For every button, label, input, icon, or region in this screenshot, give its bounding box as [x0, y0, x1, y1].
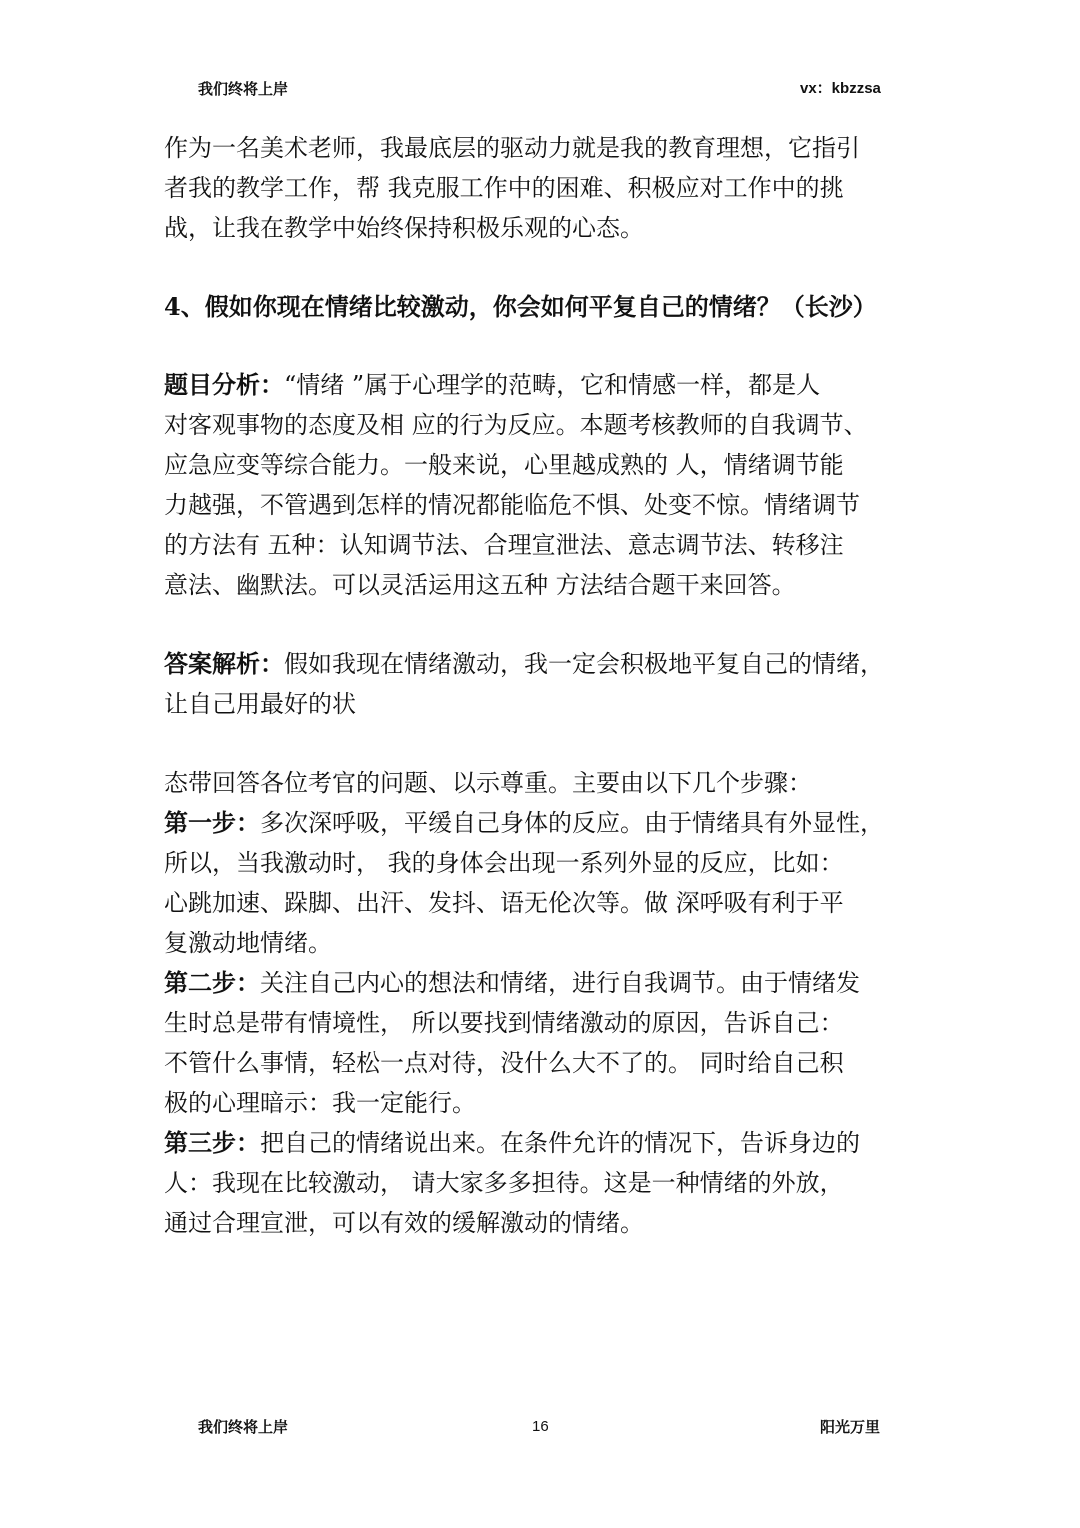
paragraph-line: 战，让我在教学中始终保持积极乐观的心态。	[164, 214, 644, 242]
analysis-first-line	[164, 368, 820, 402]
footer-left-text: 我们终将上岸	[198, 1418, 289, 1436]
step-first-line	[164, 1126, 860, 1160]
header-left-text: 我们终将上岸	[198, 80, 289, 98]
analysis-line: 意法、幽默法。可以灵活运用这五种 方法结合题干来回答。	[164, 571, 796, 599]
step-first-text: 把自己的情绪说出来。在条件允许的情况下，告诉身边的	[260, 1129, 860, 1157]
header-right-text: vx：kbzzsa	[800, 80, 881, 97]
paragraph-line: 作为一名美术老师，我最底层的驱动力就是我的教育理想，它指引	[164, 134, 860, 162]
footer-right-text: 阳光万里	[820, 1418, 881, 1436]
analysis-label: 题目分析：	[164, 370, 284, 399]
step-line: 不管什么事情，轻松一点对待，没什么大不了的。 同时给自己积	[164, 1049, 844, 1077]
step-line: 通过合理宣泄，可以有效的缓解激动的情绪。	[164, 1209, 644, 1237]
step-line: 极的心理暗示：我一定能行。	[164, 1089, 476, 1117]
analysis-line: 应急应变等综合能力。一般来说，心里越成熟的 人，情绪调节能	[164, 451, 844, 479]
answer-first-text: 假如我现在情绪激动，我一定会积极地平复自己的情绪，	[284, 650, 884, 678]
step-line: 生时总是带有情境性， 所以要找到情绪激动的原因，告诉自己：	[164, 1009, 844, 1037]
step-label: 第一步：	[164, 808, 260, 837]
analysis-line: 的方法有 五种：认知调节法、合理宣泄法、意志调节法、转移注	[164, 531, 844, 559]
question-title: 4、假如你现在情绪比较激动，你会如何平复自己的情绪？（长沙）	[164, 292, 877, 321]
step-line: 所以，当我激动时， 我的身体会出现一系列外显的反应，比如：	[164, 849, 844, 877]
paragraph-line: 者我的教学工作，帮 我克服工作中的困难、积极应对工作中的挑	[164, 174, 844, 202]
analysis-first-text: “情绪 ”属于心理学的范畴，它和情感一样，都是人	[284, 371, 821, 399]
analysis-line: 对客观事物的态度及相 应的行为反应。本题考核教师的自我调节、	[164, 411, 868, 439]
answer-first-line	[164, 647, 884, 681]
answer-line: 让自己用最好的状	[164, 690, 356, 718]
step-first-line	[164, 806, 884, 840]
step-label: 第三步：	[164, 1128, 260, 1157]
answer-line: 态带回答各位考官的问题、以示尊重。主要由以下几个步骤：	[164, 769, 812, 797]
answer-label: 答案解析：	[164, 649, 284, 678]
step-line: 人：我现在比较激动， 请大家多多担待。这是一种情绪的外放，	[164, 1169, 844, 1197]
step-line: 复激动地情绪。	[164, 929, 332, 957]
analysis-line: 力越强，不管遇到怎样的情况都能临危不惧、处变不惊。情绪调节	[164, 491, 860, 519]
step-first-text: 关注自己内心的想法和情绪，进行自我调节。由于情绪发	[260, 969, 860, 997]
step-line: 心跳加速、跺脚、出汗、发抖、语无伦次等。做 深呼吸有利于平	[164, 889, 844, 917]
step-label: 第二步：	[164, 968, 260, 997]
step-first-text: 多次深呼吸，平缓自己身体的反应。由于情绪具有外显性，	[260, 809, 884, 837]
page-number: 16	[532, 1418, 549, 1435]
step-first-line	[164, 966, 860, 1000]
